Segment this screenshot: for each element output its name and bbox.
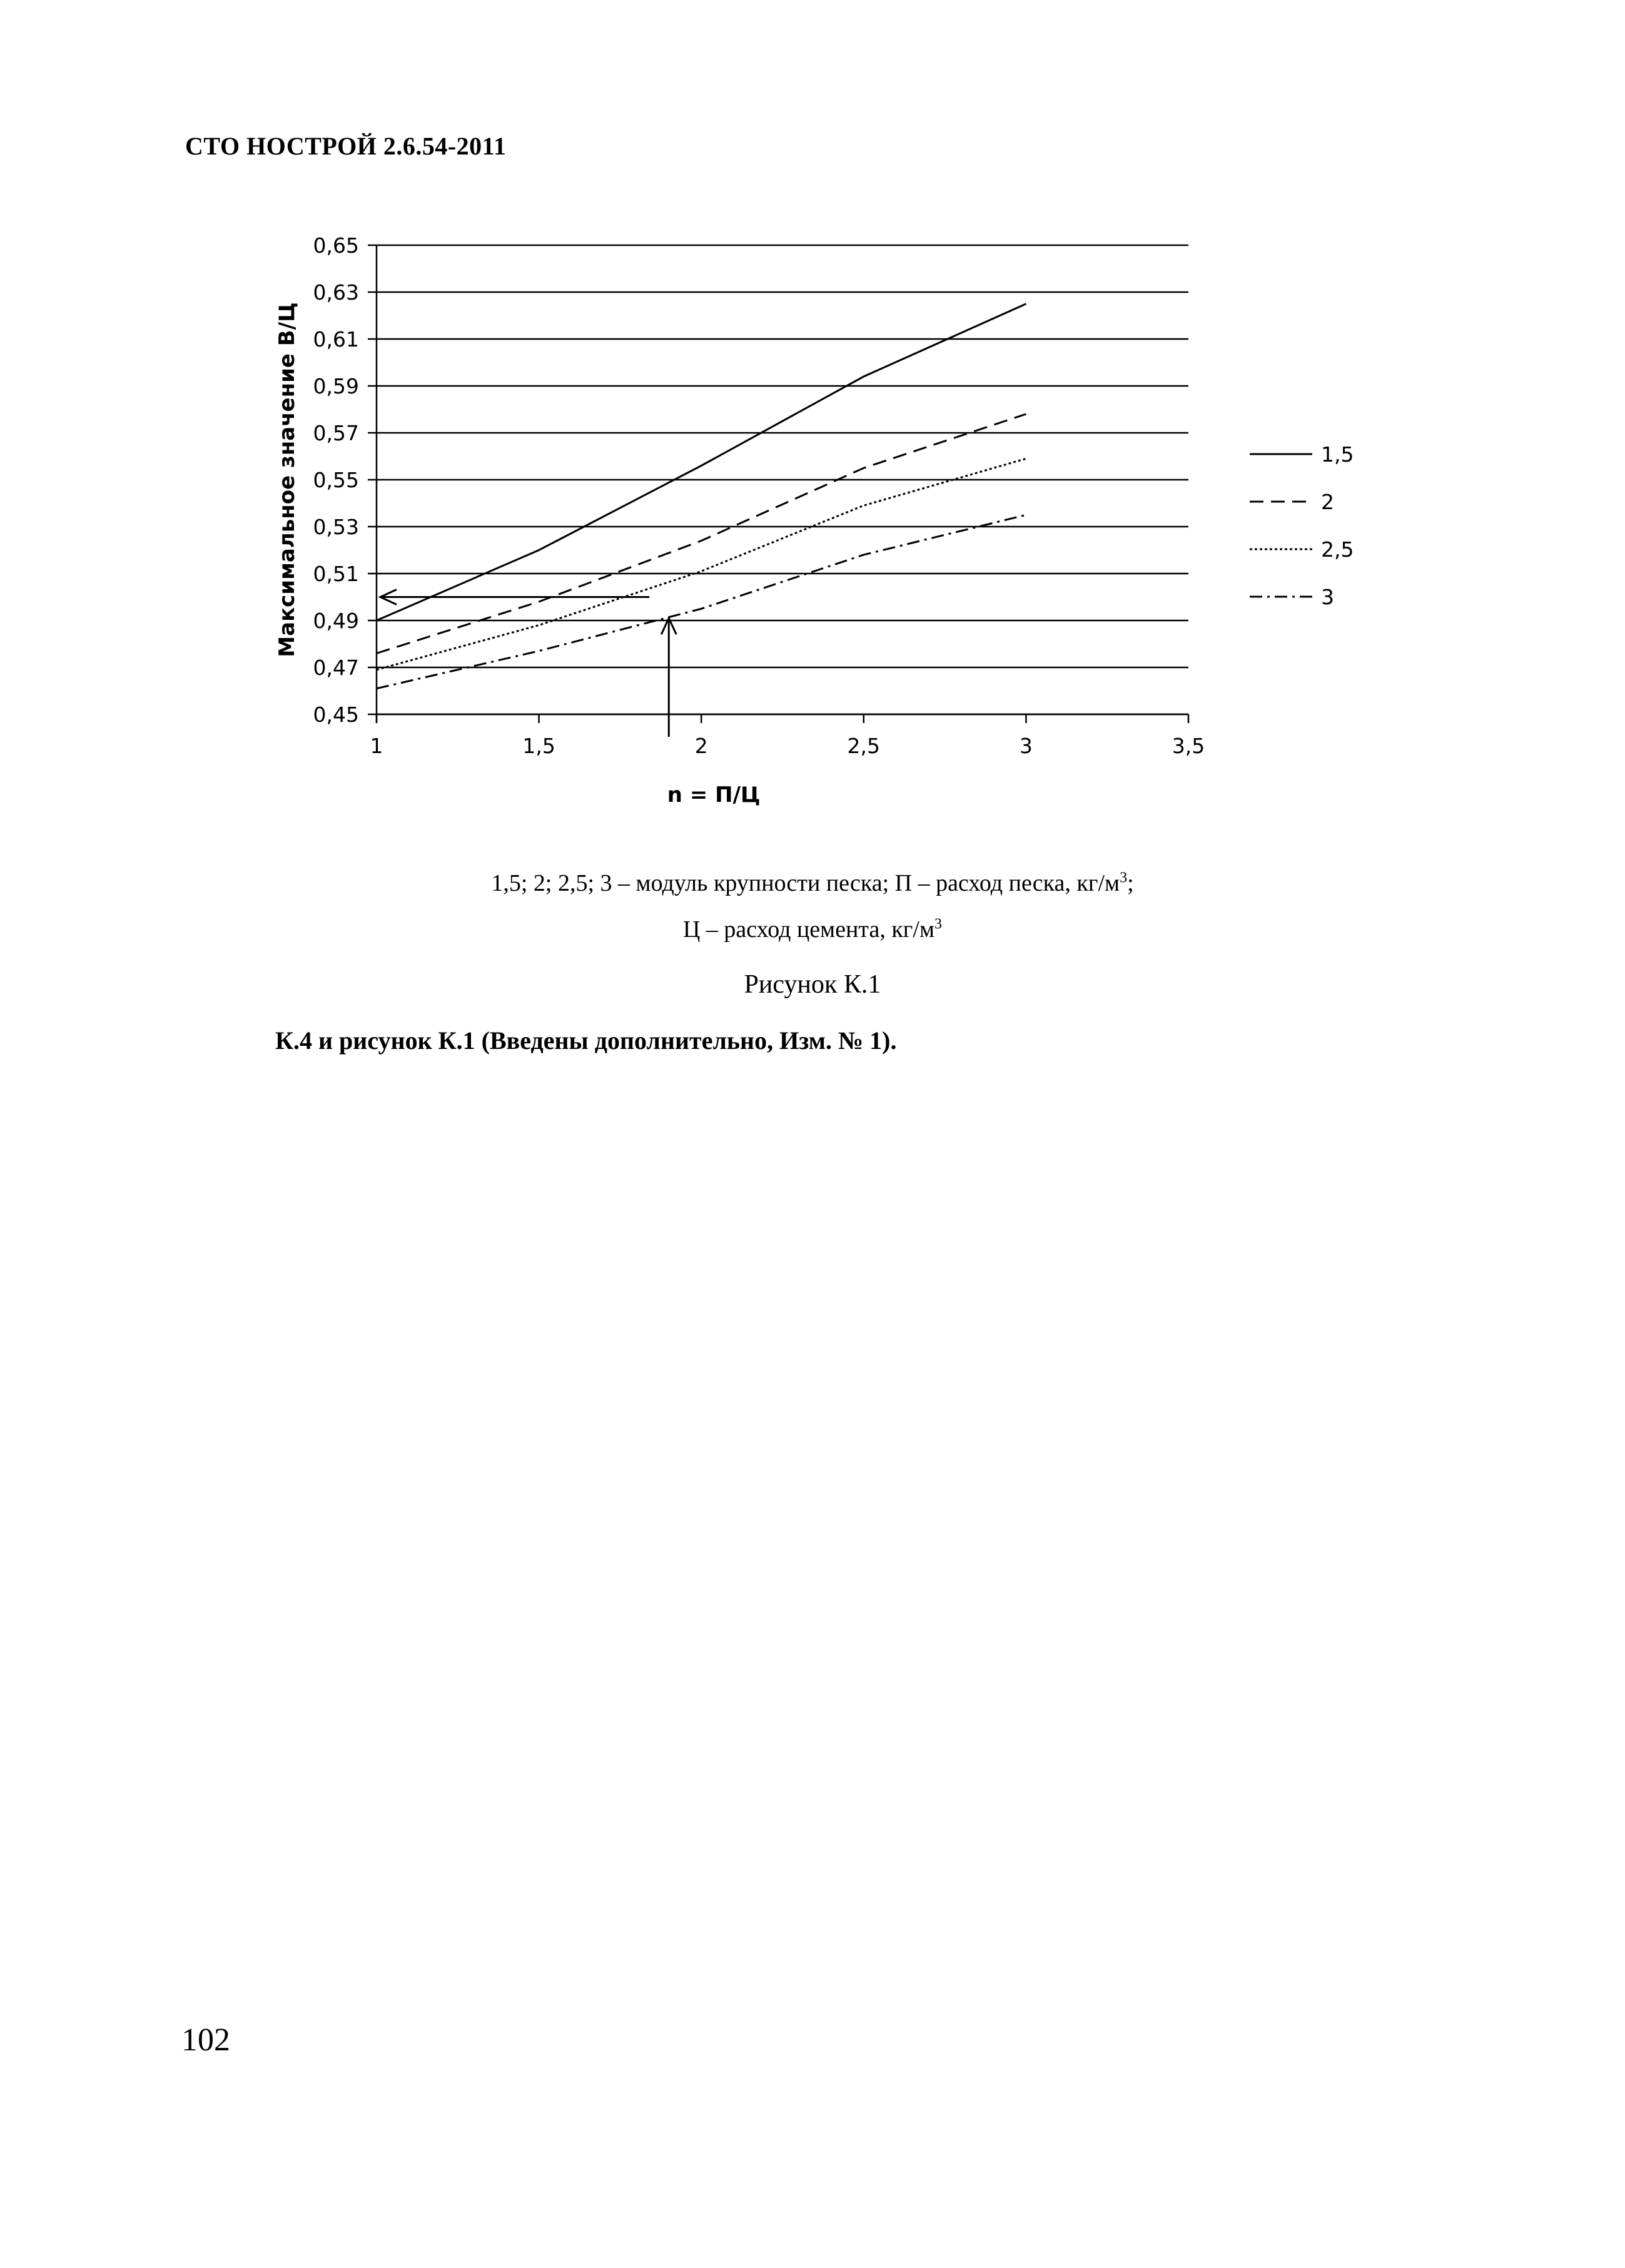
caption-line-1-superscript: 3	[1120, 869, 1128, 886]
caption-line-2-text: Ц – расход цемента, кг/м	[682, 916, 934, 943]
x-tick-label: 1,5	[522, 734, 555, 758]
x-axis-label: n = П/Ц	[667, 782, 761, 807]
y-axis-label: Максимальное значение В/Ц	[275, 302, 300, 657]
series-line-3	[377, 458, 1026, 670]
y-tick-label: 0,45	[313, 702, 359, 727]
figure-caption-line-1	[0, 869, 1625, 897]
caption-line-1-end: ;	[1127, 870, 1134, 896]
amendment-note: К.4 и рисунок К.1 (Введены дополнительно, Изм. № 1).	[275, 1026, 897, 1055]
x-tick-label: 3,5	[1172, 734, 1205, 758]
y-tick-label: 0,65	[313, 233, 359, 258]
y-tick-label: 0,63	[313, 280, 359, 305]
y-tick-label: 0,49	[313, 609, 359, 633]
chart	[0, 0, 1625, 876]
y-tick-label: 0,59	[313, 374, 359, 398]
caption-line-2-superscript: 3	[934, 916, 942, 933]
x-tick-label: 2	[694, 734, 708, 758]
legend-label: 3	[1321, 585, 1334, 609]
legend-label: 2,5	[1321, 537, 1354, 562]
y-tick-label: 0,53	[313, 515, 359, 539]
y-tick-label: 0,47	[313, 656, 359, 680]
page-number: 102	[181, 2022, 230, 2058]
series-line-2	[377, 414, 1026, 654]
y-tick-label: 0,57	[313, 421, 359, 445]
legend-label: 2	[1321, 490, 1334, 514]
x-tick-label: 2,5	[847, 734, 881, 758]
y-tick-label: 0,51	[313, 562, 359, 586]
x-tick-label: 1	[370, 734, 383, 758]
caption-line-1-text: 1,5; 2; 2,5; 3 – модуль крупности песка; П – расход песка, кг/м	[491, 870, 1120, 896]
legend-label: 1,5	[1321, 442, 1354, 467]
y-tick-label: 0,61	[313, 327, 359, 352]
figure-label: Рисунок К.1	[744, 970, 881, 999]
figure-caption-line-2	[0, 916, 1625, 943]
document-header-title: СТО НОСТРОЙ 2.6.54-2011	[185, 132, 507, 160]
y-tick-label: 0,55	[313, 468, 359, 492]
x-tick-label: 3	[1019, 734, 1033, 758]
